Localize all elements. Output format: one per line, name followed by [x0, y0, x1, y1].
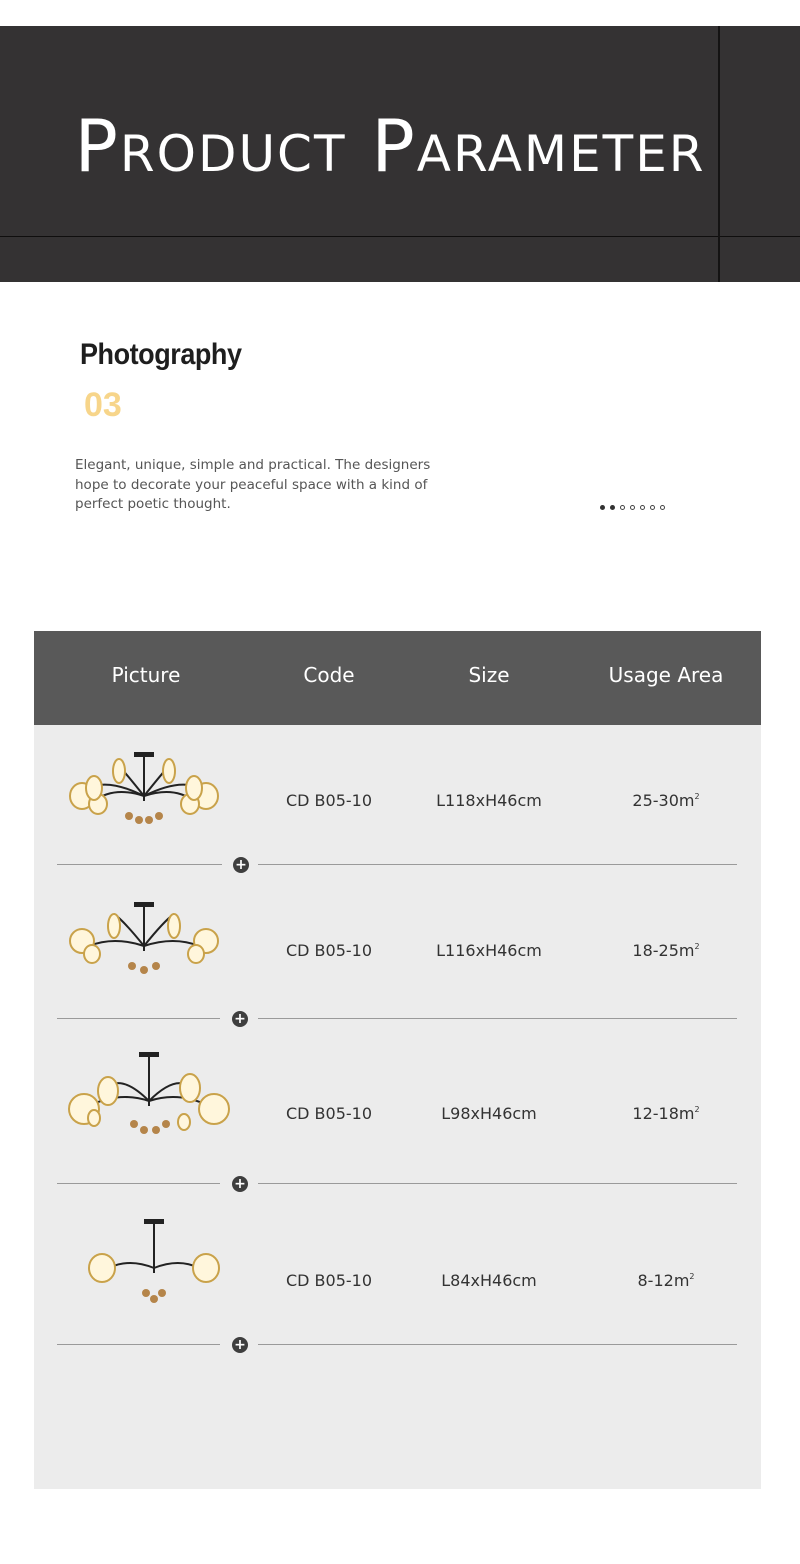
dot-hollow[interactable] — [650, 505, 655, 510]
parameter-table — [34, 631, 761, 1489]
dot-hollow[interactable] — [660, 505, 665, 510]
code-cell: CD B05-10 — [285, 791, 373, 810]
usage-area-cell: $18-25m^2$ — [632, 941, 700, 960]
size-cell: L116xH46cm — [436, 941, 542, 960]
chandelier-image — [64, 746, 224, 836]
size-cell: L118xH46cm — [436, 791, 542, 810]
section-description: Elegant, unique, simple and practical. The designers hope to decorate your peaceful space with a kind of perfect poetic thought. — [75, 457, 431, 512]
section-number: 03 — [84, 386, 122, 424]
code-cell: CD B05-10 — [285, 941, 373, 960]
code-cell: CD B05-10 — [285, 1104, 373, 1123]
size-cell: L98xH46cm — [441, 1104, 537, 1123]
dot-filled[interactable] — [610, 505, 615, 510]
section-title: Photography — [80, 338, 242, 371]
size-cell: L84xH46cm — [441, 1271, 537, 1290]
row-separator — [57, 1013, 737, 1025]
row-separator — [57, 859, 737, 871]
banner — [0, 26, 800, 282]
usage-area-cell: $8-12m^2$ — [637, 1271, 695, 1290]
code-cell: CD B05-10 — [285, 1271, 373, 1290]
banner-vertical-divider — [718, 26, 720, 282]
header-usage-area: Usage Area — [608, 663, 724, 687]
pagination-dots[interactable] — [600, 505, 665, 510]
header-picture: Picture — [111, 663, 181, 687]
row-separator — [57, 1178, 737, 1190]
dot-hollow[interactable] — [640, 505, 645, 510]
chandelier-image — [74, 1213, 234, 1313]
plus-circle-icon[interactable]: + — [233, 857, 249, 873]
dot-hollow[interactable] — [620, 505, 625, 510]
header-code: Code — [303, 663, 355, 687]
usage-area-cell: $25-30m^2$ — [632, 791, 700, 810]
chandelier-image — [64, 1046, 234, 1146]
dot-filled[interactable] — [600, 505, 605, 510]
header-size: Size — [468, 663, 510, 687]
usage-area-cell: $12-18m^2$ — [632, 1104, 700, 1123]
plus-circle-icon[interactable]: + — [232, 1176, 248, 1192]
plus-circle-icon[interactable]: + — [232, 1011, 248, 1027]
dot-hollow[interactable] — [630, 505, 635, 510]
table-header — [34, 631, 761, 725]
chandelier-image — [64, 896, 224, 986]
banner-title: Product Parameter — [74, 104, 706, 188]
row-separator — [57, 1339, 737, 1351]
banner-divider — [0, 236, 800, 237]
plus-circle-icon[interactable]: + — [232, 1337, 248, 1353]
